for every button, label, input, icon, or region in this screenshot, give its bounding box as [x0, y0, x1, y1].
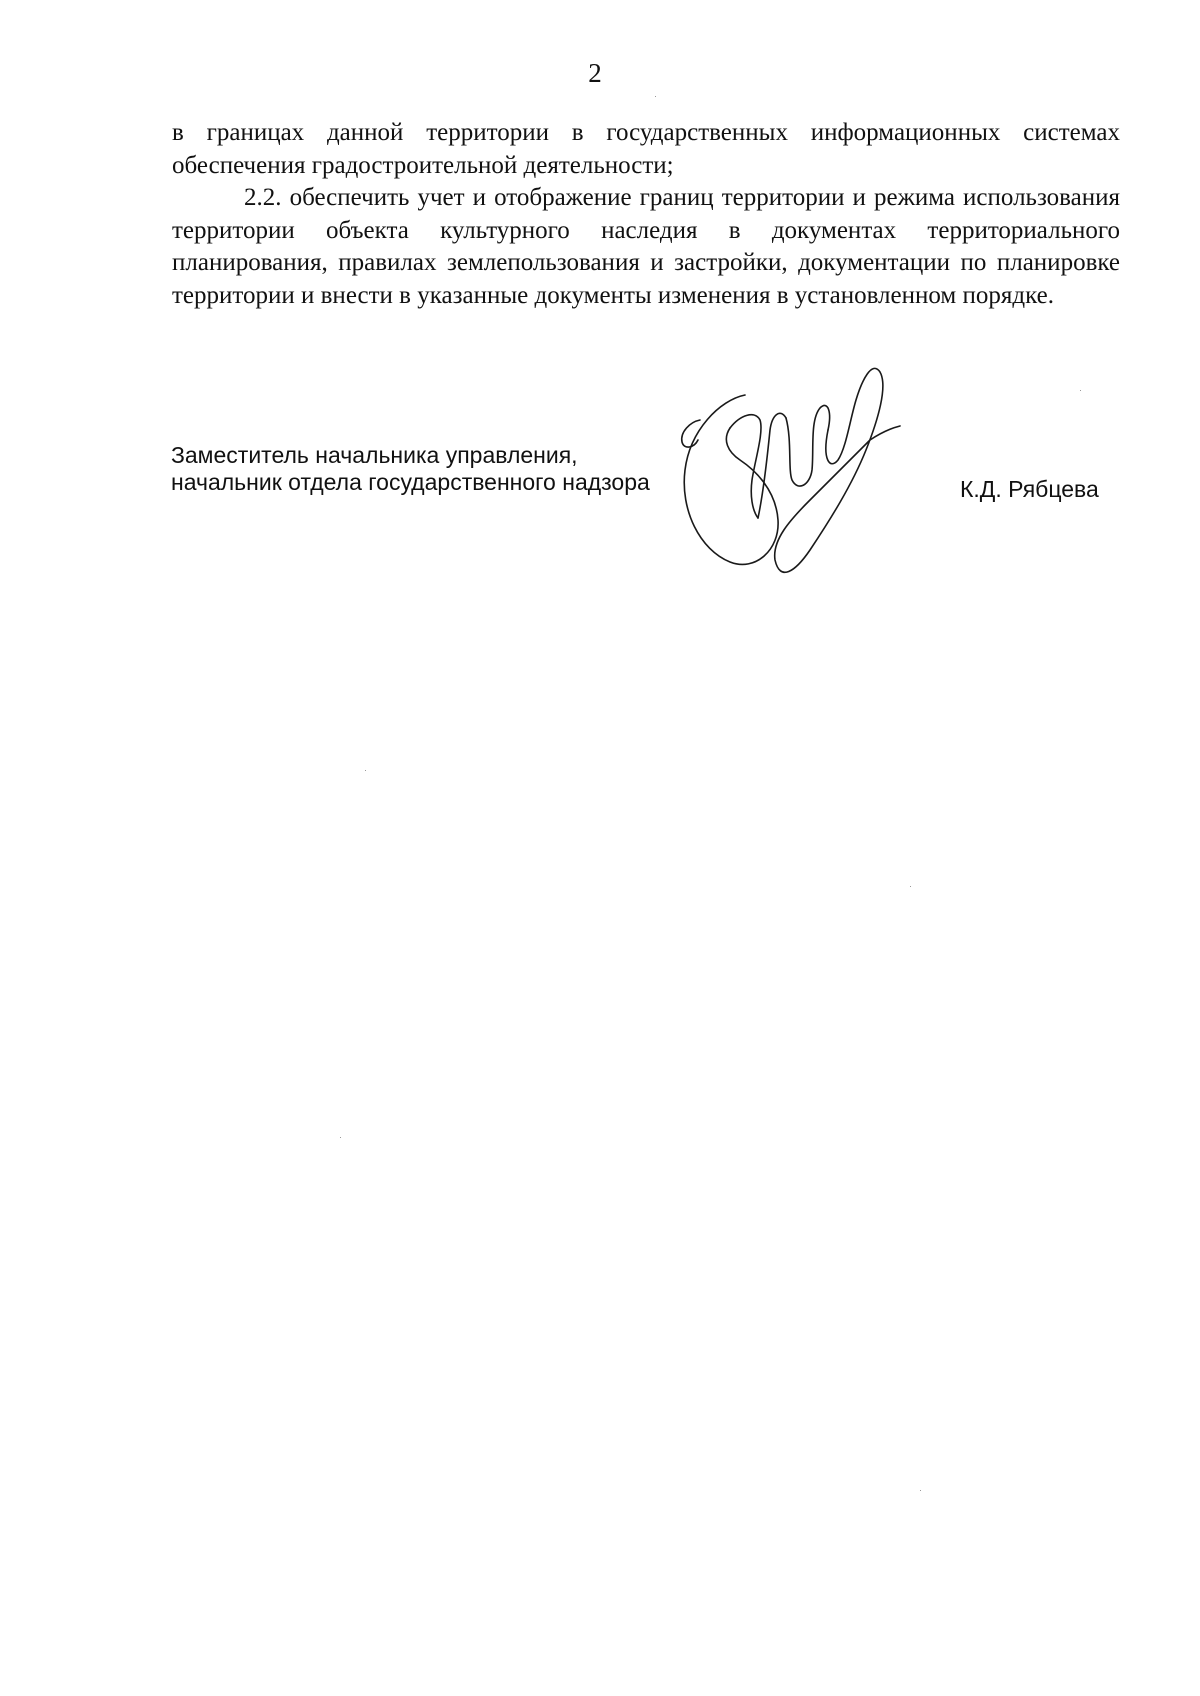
scan-speck: [1080, 390, 1081, 391]
scan-speck: [365, 770, 366, 771]
scan-speck: [910, 886, 911, 887]
signatory-name: К.Д. Рябцева: [960, 476, 1099, 502]
scan-speck: [655, 96, 656, 97]
signatory-title-line-2: начальник отдела государственного надзора: [171, 469, 650, 495]
page-number: 2: [588, 58, 602, 88]
paragraph-1: в границах данной территории в государственных информационных системах обеспечения градостроительной деятельности;: [172, 119, 1120, 179]
body-text: [172, 117, 1120, 312]
signatory-title-line-1: Заместитель начальника управления,: [171, 442, 578, 468]
scan-speck: [340, 1137, 341, 1138]
paragraph-2: 2.2. обеспечить учет и отображение границ территории и режима использования территории объекта культурного наследия в документах территориального планирования, правилах землепользования и застройки, документации по планировке территории и внести в указанные документы изменения в установленном порядке.: [172, 184, 1120, 309]
scan-speck: [920, 1490, 921, 1491]
